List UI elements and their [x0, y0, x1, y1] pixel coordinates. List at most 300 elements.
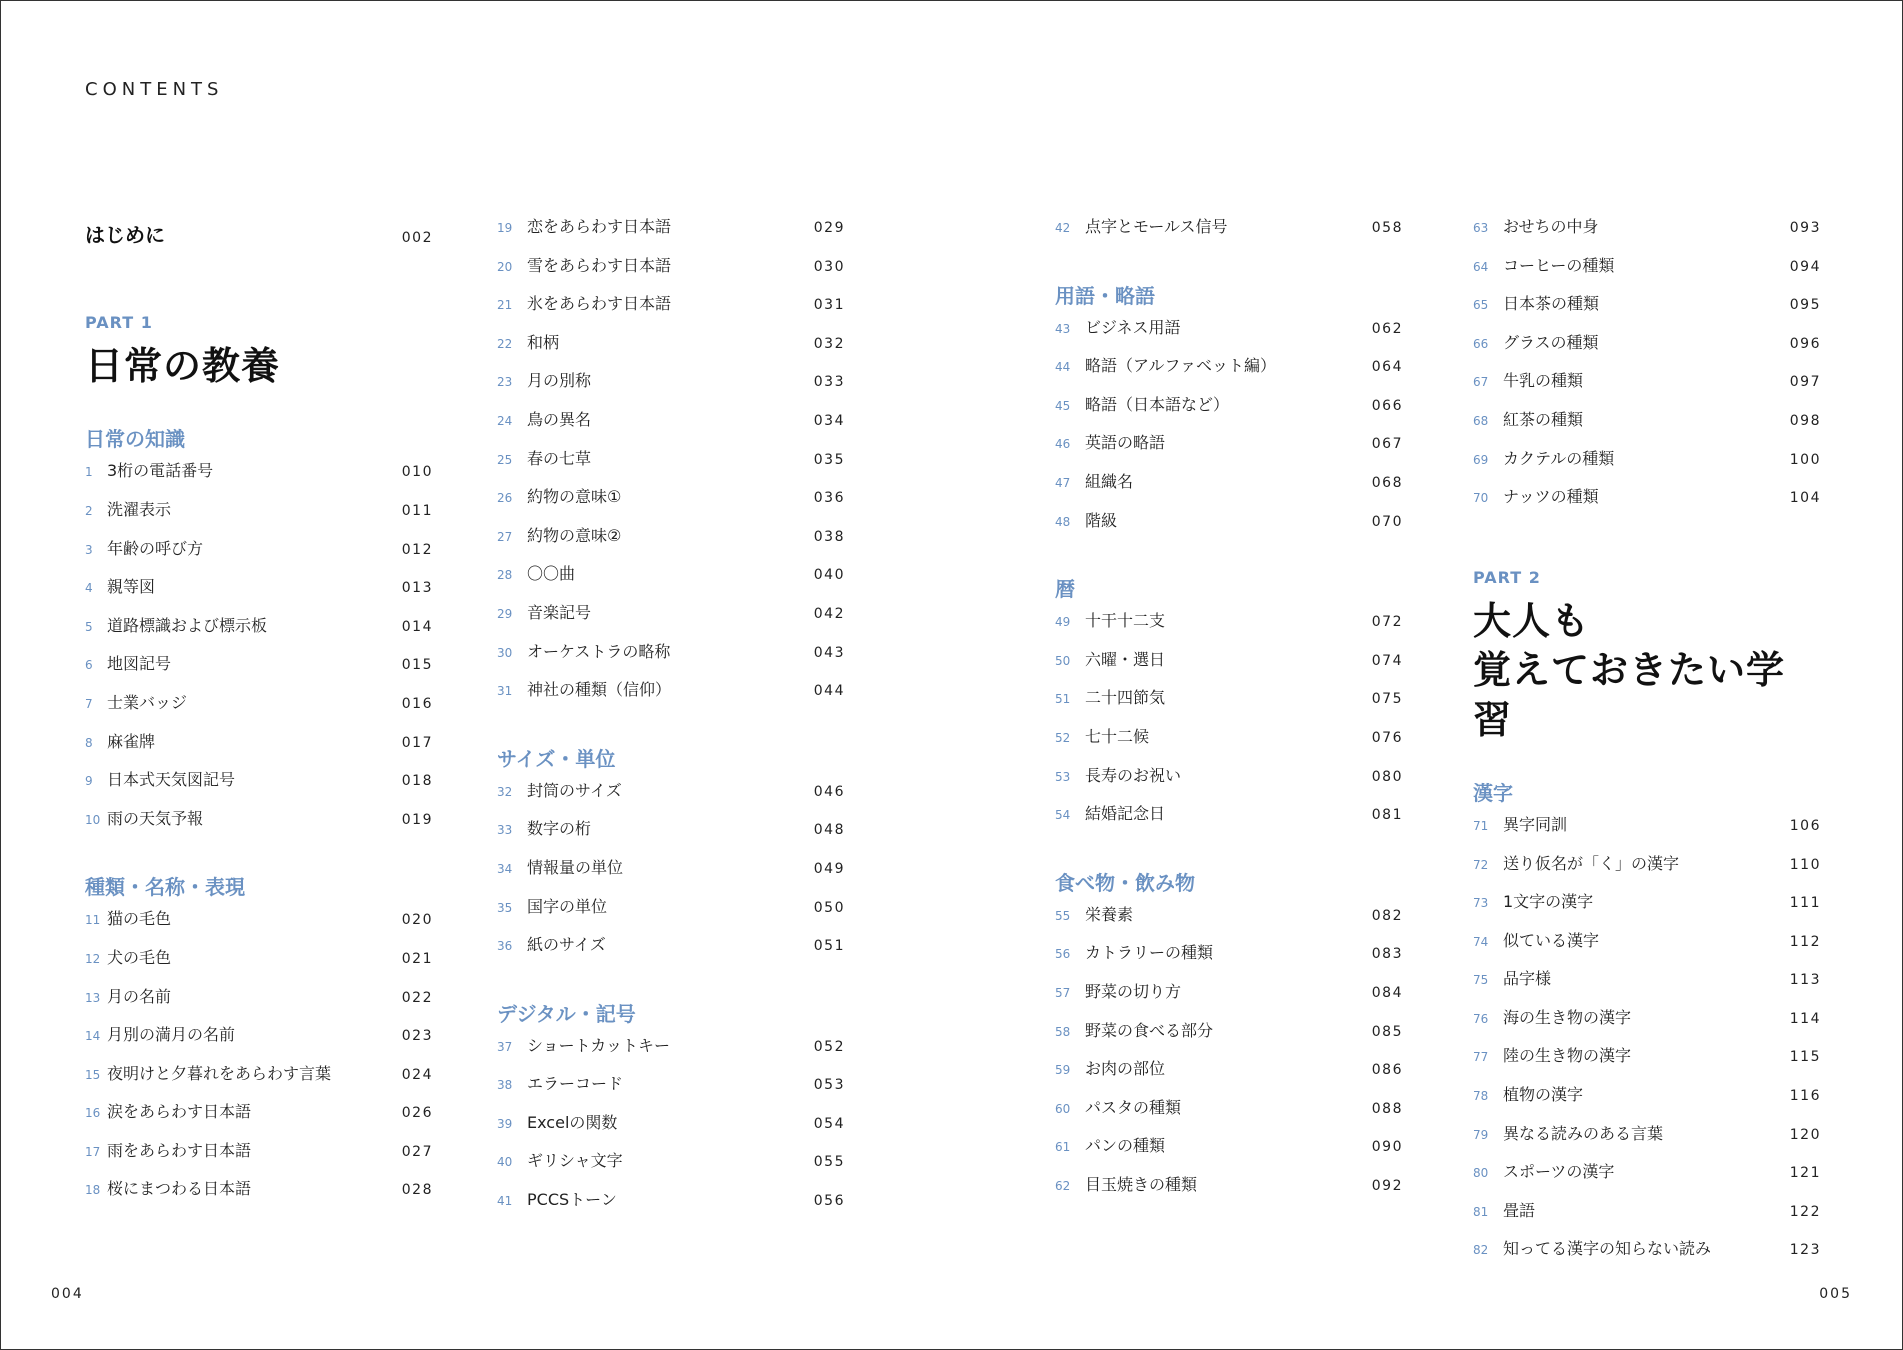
toc-entry-title: 六曜・選日: [1085, 649, 1166, 669]
toc-entry-page: 036: [813, 490, 845, 507]
toc-entry-page: 056: [813, 1193, 845, 1210]
toc-entry-title: 麻雀牌: [107, 731, 156, 751]
toc-entry[interactable]: [1055, 510, 1403, 552]
toc-entry-page: 023: [401, 1028, 433, 1045]
toc-entry-number: 29: [497, 606, 513, 621]
toc-entry-page: 095: [1789, 297, 1821, 314]
toc-entry-page: 106: [1789, 817, 1821, 834]
toc-entry-title: 鳥の異名: [527, 409, 592, 429]
toc-entry-number: 32: [497, 784, 513, 799]
toc-entry-page: 035: [813, 451, 845, 468]
toc-entry-title: カトラリーの種類: [1085, 943, 1214, 963]
toc-entry-number: 2: [85, 503, 93, 518]
toc-entry-number: 71: [1473, 818, 1489, 833]
page-number-left: 004: [51, 1286, 84, 1302]
toc-entry-title: 紅茶の種類: [1503, 409, 1584, 429]
toc-entry-number: 59: [1055, 1063, 1071, 1078]
toc-entry-number: 52: [1055, 730, 1071, 745]
toc-entry[interactable]: [85, 538, 433, 580]
toc-entry-number: 63: [1473, 221, 1489, 235]
section-heading-types: 種類・名称・表現: [85, 875, 245, 900]
toc-entry-title: 知ってる漢字の知らない読み: [1503, 1239, 1712, 1259]
toc-entry-number: 10: [85, 812, 101, 827]
toc-entry-page: 017: [401, 734, 433, 751]
toc-entry-title: 約物の意味①: [527, 487, 622, 507]
toc-entry-number: 65: [1473, 298, 1489, 313]
toc-entry[interactable]: [497, 1153, 845, 1192]
toc-entry[interactable]: [497, 255, 845, 297]
toc-entry-number: 18: [85, 1183, 101, 1198]
toc-entry-title: 十干十二支: [1085, 611, 1166, 631]
toc-entry[interactable]: [497, 1035, 845, 1077]
toc-entry-number: 16: [85, 1106, 101, 1121]
toc-entry-number: 30: [497, 645, 513, 660]
toc-entry[interactable]: [497, 602, 845, 644]
toc-entry[interactable]: [85, 1027, 433, 1066]
toc-entry-page: 043: [813, 644, 845, 661]
toc-entry-page: 046: [813, 783, 845, 800]
toc-entry-number: 25: [497, 452, 513, 467]
toc-entry-title: 数字の桁: [527, 819, 592, 839]
part2-title-line1: 大人も: [1473, 598, 1591, 643]
toc-entry[interactable]: [85, 947, 433, 989]
toc-entry-title: ビジネス用語: [1085, 317, 1181, 337]
toc-entry-title: 〇〇曲: [527, 564, 576, 584]
toc-entry[interactable]: [497, 566, 845, 605]
toc-entry[interactable]: [1473, 255, 1821, 297]
toc-entry[interactable]: [1055, 613, 1403, 652]
toc-entry-title: 長寿のお祝い: [1085, 765, 1182, 785]
toc-entry[interactable]: [1473, 219, 1821, 258]
toc-entry-title: 日本茶の種類: [1503, 294, 1600, 314]
toc-entry-page: 080: [1371, 768, 1403, 785]
toc-entry-list: [1055, 613, 1403, 845]
toc-entry-page: 050: [813, 899, 845, 916]
toc-entry[interactable]: [1055, 1020, 1403, 1062]
toc-entry[interactable]: [85, 1181, 433, 1220]
toc-entry-title: コーヒーの種類: [1503, 255, 1615, 275]
toc-entry[interactable]: [1473, 1200, 1821, 1242]
toc-entry-title: Excelの関数: [527, 1112, 618, 1132]
toc-entry-page: 116: [1789, 1088, 1821, 1105]
toc-entry[interactable]: [85, 499, 433, 541]
toc-entry-page: 044: [813, 683, 845, 700]
toc-column-2: [497, 219, 845, 1231]
toc-entry-page: 094: [1789, 258, 1821, 275]
toc-entry[interactable]: [497, 525, 845, 567]
toc-entry-number: 40: [497, 1155, 513, 1170]
toc-entry[interactable]: [1055, 904, 1403, 946]
toc-entry-page: 013: [401, 580, 433, 597]
toc-entry-title: お肉の部位: [1085, 1059, 1166, 1079]
toc-entry-number: 47: [1055, 475, 1071, 490]
toc-entry-title: 野菜の切り方: [1085, 981, 1182, 1001]
part1-label: PART 1: [85, 313, 153, 332]
toc-entry[interactable]: [497, 448, 845, 490]
toc-entry-number: 48: [1055, 514, 1071, 529]
toc-entry-title: スポーツの漢字: [1503, 1162, 1615, 1182]
toc-entry[interactable]: [85, 579, 433, 618]
toc-entry-page: 074: [1371, 652, 1403, 669]
toc-entry-page: 029: [813, 220, 845, 236]
toc-entry-page: 014: [401, 618, 433, 635]
toc-entry-page: 123: [1789, 1242, 1821, 1259]
part1-title: 日常の教養: [85, 344, 281, 388]
toc-entry-page: 048: [813, 822, 845, 839]
toc-entry-title: 点字とモールス信号: [1085, 217, 1228, 236]
toc-entry-number: 81: [1473, 1204, 1489, 1219]
toc-entry-page: 021: [401, 950, 433, 967]
toc-entry-page: 034: [813, 412, 845, 429]
toc-entry-page: 068: [1371, 474, 1403, 491]
toc-entry-page: 016: [401, 695, 433, 712]
toc-entry-number: 61: [1055, 1140, 1071, 1155]
toc-entry-number: 68: [1473, 413, 1489, 428]
toc-entry-page: 081: [1371, 807, 1403, 824]
toc-entry[interactable]: [1473, 930, 1821, 972]
toc-entry-page: 112: [1789, 933, 1821, 950]
toc-entry-list: [1055, 904, 1403, 1216]
toc-entry[interactable]: [1055, 219, 1403, 258]
toc-column-3: [1055, 219, 1403, 1215]
toc-entry[interactable]: [1055, 394, 1403, 436]
toc-entry-number: 23: [497, 375, 513, 390]
toc-entry-number: 57: [1055, 985, 1071, 1000]
toc-entry[interactable]: [1473, 489, 1821, 528]
section-heading-size: サイズ・単位: [497, 746, 616, 771]
toc-entry-page: 115: [1789, 1049, 1821, 1066]
toc-entry[interactable]: [1473, 1087, 1821, 1126]
toc-entry-title: ギリシャ文字: [527, 1151, 623, 1171]
toc-entry[interactable]: [1055, 471, 1403, 513]
toc-entry-page: 024: [401, 1066, 433, 1083]
toc-entry[interactable]: [1055, 765, 1403, 807]
toc-entry-title: 月の名前: [107, 986, 172, 1006]
toc-entry-page: 027: [401, 1143, 433, 1160]
toc-entry-title: 結婚記念日: [1085, 804, 1166, 824]
toc-entry[interactable]: [85, 911, 433, 950]
toc-entry-title: エラーコード: [527, 1074, 624, 1094]
toc-entry-number: 44: [1055, 360, 1071, 375]
toc-entry-page: 052: [813, 1038, 845, 1055]
toc-entry-title: 地図記号: [107, 654, 172, 674]
toc-entry[interactable]: [1473, 1007, 1821, 1049]
toc-entry-list: [1055, 219, 1403, 258]
toc-entry[interactable]: [85, 986, 433, 1028]
toc-entry-number: 67: [1473, 375, 1489, 390]
toc-entry-page: 026: [401, 1105, 433, 1122]
toc-entry-number: 22: [497, 336, 513, 351]
toc-entry-page: 076: [1371, 729, 1403, 746]
toc-entry-title: 国字の単位: [527, 896, 608, 916]
toc-entry-list: [85, 463, 433, 849]
toc-entry[interactable]: [1473, 894, 1821, 933]
toc-entry-number: 21: [497, 298, 513, 313]
toc-entry-number: 42: [1055, 221, 1071, 235]
toc-entry-title: パスタの種類: [1085, 1097, 1182, 1117]
toc-entry-number: 31: [497, 684, 513, 699]
toc-entry-title: 野菜の食べる部分: [1085, 1020, 1214, 1040]
toc-entry[interactable]: [497, 641, 845, 683]
toc-entry[interactable]: [1055, 649, 1403, 691]
toc-entry-title: 植物の漢字: [1503, 1085, 1584, 1105]
toc-entry-page: 093: [1789, 220, 1821, 236]
toc-entry-number: 12: [85, 951, 101, 966]
toc-entry-page: 096: [1789, 335, 1821, 352]
toc-entry[interactable]: [1473, 971, 1821, 1010]
toc-entry-number: 53: [1055, 769, 1071, 784]
toc-entry[interactable]: [1473, 409, 1821, 451]
section-heading-food: 食べ物・飲み物: [1055, 870, 1195, 895]
toc-entry-number: 76: [1473, 1011, 1489, 1026]
toc-entry-number: 70: [1473, 491, 1489, 506]
toc-entry-number: 45: [1055, 398, 1071, 413]
toc-entry[interactable]: [1055, 806, 1403, 845]
toc-entry-number: 3: [85, 542, 93, 557]
part2-label: PART 2: [1473, 567, 1541, 587]
toc-entry-number: 39: [497, 1116, 513, 1131]
toc-entry-number: 41: [497, 1194, 513, 1209]
toc-entry-title: 恋をあらわす日本語: [527, 217, 672, 236]
toc-entry-number: 38: [497, 1078, 513, 1093]
section-heading-digital: デジタル・記号: [497, 1001, 636, 1026]
toc-column-4: [1473, 219, 1821, 1280]
toc-entry-page: 019: [401, 811, 433, 828]
toc-entry-title: 涙をあらわす日本語: [107, 1102, 252, 1122]
toc-entry-number: 36: [497, 939, 513, 954]
toc-entry-page: 042: [813, 605, 845, 622]
toc-entry[interactable]: [497, 780, 845, 822]
toc-entry-title: オーケストラの略称: [527, 641, 671, 661]
toc-entry[interactable]: [1055, 1061, 1403, 1100]
toc-entry[interactable]: [497, 219, 845, 258]
toc-entry[interactable]: [1473, 296, 1821, 335]
toc-entry-page: 066: [1371, 397, 1403, 414]
contents-label: CONTENTS: [85, 79, 224, 100]
toc-entry-number: 28: [497, 568, 513, 583]
section-heading-calendar: 暦: [1055, 577, 1075, 602]
toc-entry[interactable]: [1473, 373, 1821, 412]
toc-entry[interactable]: [1055, 981, 1403, 1023]
toc-entry-title: 雨の天気予報: [107, 808, 204, 828]
toc-entry-list: [1473, 814, 1821, 1280]
toc-entry-number: 50: [1055, 653, 1071, 668]
toc-entry[interactable]: [1055, 1138, 1403, 1177]
toc-entry-title: 約物の意味②: [527, 525, 622, 545]
toc-entry-list: [1055, 317, 1403, 552]
toc-entry-number: 9: [85, 774, 93, 789]
toc-entry-number: 72: [1473, 857, 1489, 872]
toc-entry-page: 075: [1371, 691, 1403, 708]
toc-entry[interactable]: [1473, 1241, 1821, 1280]
toc-entry-number: 15: [85, 1067, 101, 1082]
toc-entry-number: 1: [85, 465, 93, 480]
toc-entry[interactable]: [497, 937, 845, 976]
toc-entry-title: PCCSトーン: [527, 1190, 617, 1210]
toc-entry-page: 055: [813, 1154, 845, 1171]
toc-entry-number: 58: [1055, 1024, 1071, 1039]
toc-entry-page: 010: [401, 464, 433, 481]
toc-entry-number: 78: [1473, 1089, 1489, 1104]
toc-entry[interactable]: [1473, 1048, 1821, 1087]
toc-entry-title: 犬の毛色: [107, 947, 172, 967]
toc-entry-number: 26: [497, 491, 513, 506]
section-heading-terms: 用語・略語: [1055, 283, 1155, 308]
toc-entry-list: [1473, 219, 1821, 528]
toc-entry-title: ナッツの種類: [1503, 487, 1599, 507]
toc-entry-title: おせちの中身: [1503, 217, 1599, 236]
toc-entry-number: 7: [85, 696, 93, 711]
toc-entry-title: 牛乳の種類: [1503, 371, 1584, 391]
toc-entry-number: 46: [1055, 437, 1071, 452]
toc-entry-title: 月別の満月の名前: [107, 1025, 236, 1045]
toc-entry-number: 11: [85, 913, 101, 928]
toc-entry-number: 14: [85, 1029, 101, 1044]
toc-entry[interactable]: [1473, 814, 1821, 856]
toc-entry[interactable]: [497, 682, 845, 721]
toc-entry-number: 8: [85, 735, 93, 750]
toc-entry[interactable]: [1055, 317, 1403, 359]
toc-entry-title: 桜にまつわる日本語: [107, 1179, 252, 1199]
toc-entry-number: 56: [1055, 947, 1071, 962]
toc-entry[interactable]: [1055, 726, 1403, 768]
toc-entry-number: 82: [1473, 1243, 1489, 1258]
toc-entry-title: 似ている漢字: [1503, 930, 1600, 950]
toc-entry-page: 070: [1371, 513, 1403, 530]
toc-entry[interactable]: [85, 808, 433, 850]
toc-entry-page: 100: [1789, 451, 1821, 468]
toc-entry[interactable]: [497, 1192, 845, 1231]
toc-entry[interactable]: [1055, 435, 1403, 474]
toc-entry[interactable]: [1473, 853, 1821, 895]
toc-entry[interactable]: [1473, 1164, 1821, 1203]
toc-entry[interactable]: [497, 296, 845, 335]
toc-entry-page: 086: [1371, 1062, 1403, 1079]
toc-entry[interactable]: [85, 463, 433, 502]
toc-entry[interactable]: [1055, 945, 1403, 984]
toc-entry-number: 24: [497, 413, 513, 428]
toc-entry-title: 神社の種類（信仰）: [527, 680, 672, 700]
toc-entry-title: 道路標識および標示板: [107, 615, 268, 635]
toc-entry-page: 022: [401, 989, 433, 1006]
toc-entry-title: 雪をあらわす日本語: [527, 255, 672, 275]
toc-entry[interactable]: [85, 772, 433, 811]
toc-entry[interactable]: [497, 857, 845, 899]
toc-entry-number: 54: [1055, 808, 1071, 823]
section-heading-knowledge: 日常の知識: [85, 427, 185, 452]
intro-page: 002: [401, 230, 433, 246]
toc-entry-title: カクテルの種類: [1503, 448, 1615, 468]
toc-entry[interactable]: [85, 615, 433, 657]
toc-entry[interactable]: [1473, 448, 1821, 490]
toc-entry-title: 3桁の電話番号: [107, 461, 214, 481]
toc-entry-page: 053: [813, 1077, 845, 1094]
toc-entry-page: 051: [813, 938, 845, 955]
toc-entry-title: 畳語: [1503, 1200, 1536, 1220]
toc-entry-title: 夜明けと夕暮れをあらわす言葉: [107, 1063, 332, 1083]
toc-entry-page: 097: [1789, 374, 1821, 391]
toc-entry-page: 058: [1371, 220, 1403, 236]
toc-entry-page: 049: [813, 860, 845, 877]
toc-entry-title: 二十四節気: [1085, 688, 1166, 708]
toc-entry[interactable]: [1055, 1097, 1403, 1139]
toc-entry[interactable]: [1473, 332, 1821, 374]
page-number-right: 005: [1819, 1286, 1852, 1302]
toc-entry[interactable]: [1055, 1174, 1403, 1216]
section-heading-kanji: 漢字: [1473, 780, 1513, 805]
toc-entry-number: 62: [1055, 1178, 1071, 1193]
toc-entry-number: 13: [85, 990, 101, 1005]
toc-entry[interactable]: [497, 332, 845, 374]
toc-entry-title: 栄養素: [1085, 904, 1134, 924]
toc-entry-page: 062: [1371, 320, 1403, 337]
toc-entry-number: 35: [497, 900, 513, 915]
toc-entry-page: 104: [1789, 490, 1821, 507]
toc-entry-title: 猫の毛色: [107, 909, 172, 929]
toc-entry[interactable]: [1473, 1123, 1821, 1165]
toc-entry-number: 43: [1055, 321, 1071, 336]
toc-entry[interactable]: [497, 896, 845, 938]
toc-entry[interactable]: [497, 1112, 845, 1154]
toc-entry-title: 略語（アルファベット編）: [1085, 356, 1277, 376]
toc-entry-page: 111: [1789, 895, 1821, 912]
part2-title: [1473, 597, 1821, 745]
toc-entry-number: 75: [1473, 973, 1489, 988]
toc-entry-page: 030: [813, 258, 845, 275]
toc-entry-title: 情報量の単位: [527, 857, 624, 877]
toc-entry[interactable]: [85, 1140, 433, 1182]
toc-entry-page: 110: [1789, 856, 1821, 873]
toc-entry-number: 19: [497, 221, 513, 235]
toc-entry-page: 011: [401, 502, 433, 519]
toc-entry-title: 年齢の呼び方: [107, 538, 204, 558]
toc-entry-page: 033: [813, 374, 845, 391]
toc-entry-title: 目玉焼きの種類: [1085, 1174, 1198, 1194]
toc-entry-number: 64: [1473, 259, 1489, 274]
toc-entry[interactable]: [1055, 358, 1403, 397]
toc-entry[interactable]: [497, 821, 845, 860]
toc-entry[interactable]: [85, 692, 433, 734]
toc-entry-list: [497, 219, 845, 721]
toc-entry-title: 階級: [1085, 510, 1118, 530]
toc-entry[interactable]: [1055, 690, 1403, 729]
toc-entry-page: 064: [1371, 359, 1403, 376]
toc-entry-page: 067: [1371, 436, 1403, 453]
toc-entry[interactable]: [85, 1063, 433, 1105]
toc-entry-page: 038: [813, 528, 845, 545]
toc-entry-title: 組織名: [1085, 471, 1134, 491]
toc-entry[interactable]: [85, 1104, 433, 1143]
toc-entry-intro[interactable]: [85, 219, 433, 257]
toc-entry-page: 121: [1789, 1165, 1821, 1182]
toc-entry-title: 親等図: [107, 577, 156, 597]
toc-entry[interactable]: [497, 1076, 845, 1115]
toc-entry[interactable]: [85, 731, 433, 773]
toc-entry-title: ショートカットキー: [527, 1035, 671, 1055]
toc-entry-title: 英語の略語: [1085, 433, 1166, 453]
toc-entry[interactable]: [497, 373, 845, 412]
toc-entry[interactable]: [497, 489, 845, 528]
toc-entry-page: 098: [1789, 412, 1821, 429]
toc-entry[interactable]: [85, 656, 433, 695]
toc-entry-page: 113: [1789, 972, 1821, 989]
toc-entry-number: 33: [497, 823, 513, 838]
toc-entry-page: 028: [401, 1182, 433, 1199]
toc-entry[interactable]: [497, 409, 845, 451]
toc-entry-page: 084: [1371, 984, 1403, 1001]
toc-entry-number: 60: [1055, 1101, 1071, 1116]
toc-entry-page: 020: [401, 912, 433, 929]
